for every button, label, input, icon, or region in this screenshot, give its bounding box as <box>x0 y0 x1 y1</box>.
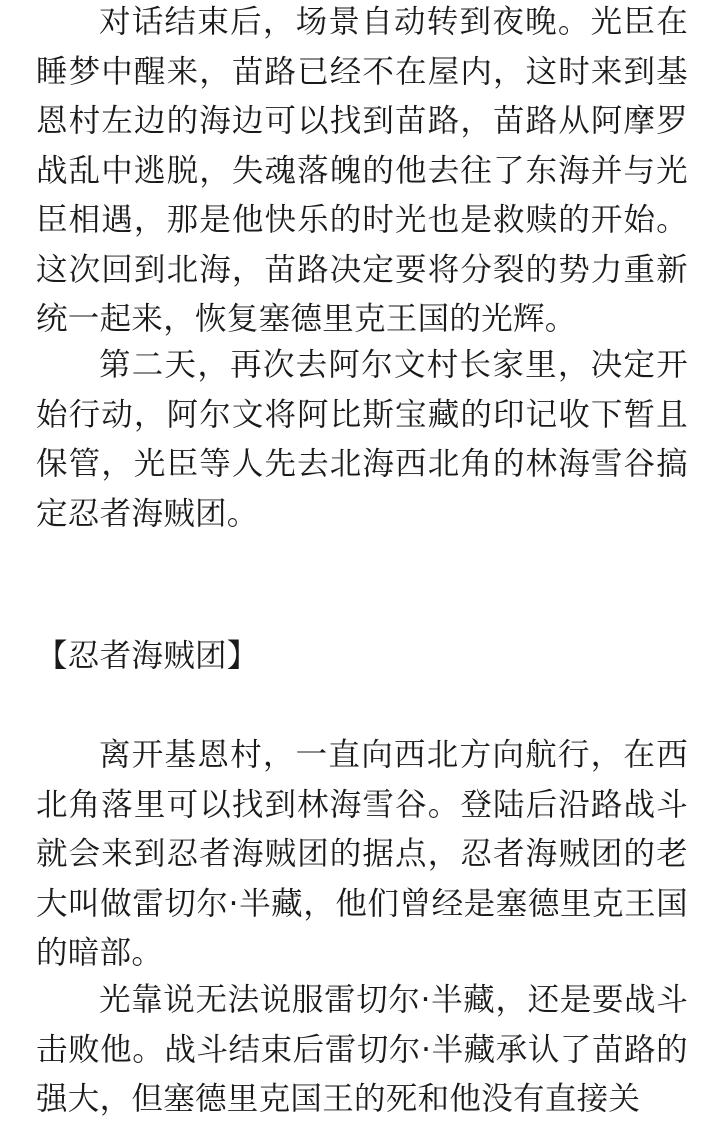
article-paragraph: 光靠说无法说服雷切尔·半藏，还是要战斗击败他。战斗结束后雷切尔·半藏承认了苗路的强大，但塞德里克国王的死和他没有直接关 <box>36 982 688 1117</box>
article-paragraph: 离开基恩村，一直向西北方向航行，在西北角落里可以找到林海雪谷。登陆后沿路战斗就会来到忍者海贼团的据点，忍者海贼团的老大叫做雷切尔·半藏，他们曾经是塞德里克王国的暗部。 <box>36 737 688 971</box>
article-paragraph: 第二天，再次去阿尔文村长家里，决定开始行动，阿尔文将阿比斯宝藏的印记收下暂且保管，光臣等人先去北海西北角的林海雪谷搞定忍者海贼团。 <box>36 347 688 532</box>
article-paragraph: 对话结束后，场景自动转到夜晚。光臣在睡梦中醒来，苗路已经不在屋内，这时来到基恩村左边的海边可以找到苗路，苗路从阿摩罗战乱中逃脱，失魂落魄的他去往了东海并与光臣相遇，那是他快乐的时光也是救赎的开始。这次回到北海，苗路决定要将分裂的势力重新统一起来，恢复塞德里克王国的光辉。 <box>36 4 688 337</box>
section-heading: 【忍者海贼团】 <box>36 638 259 674</box>
